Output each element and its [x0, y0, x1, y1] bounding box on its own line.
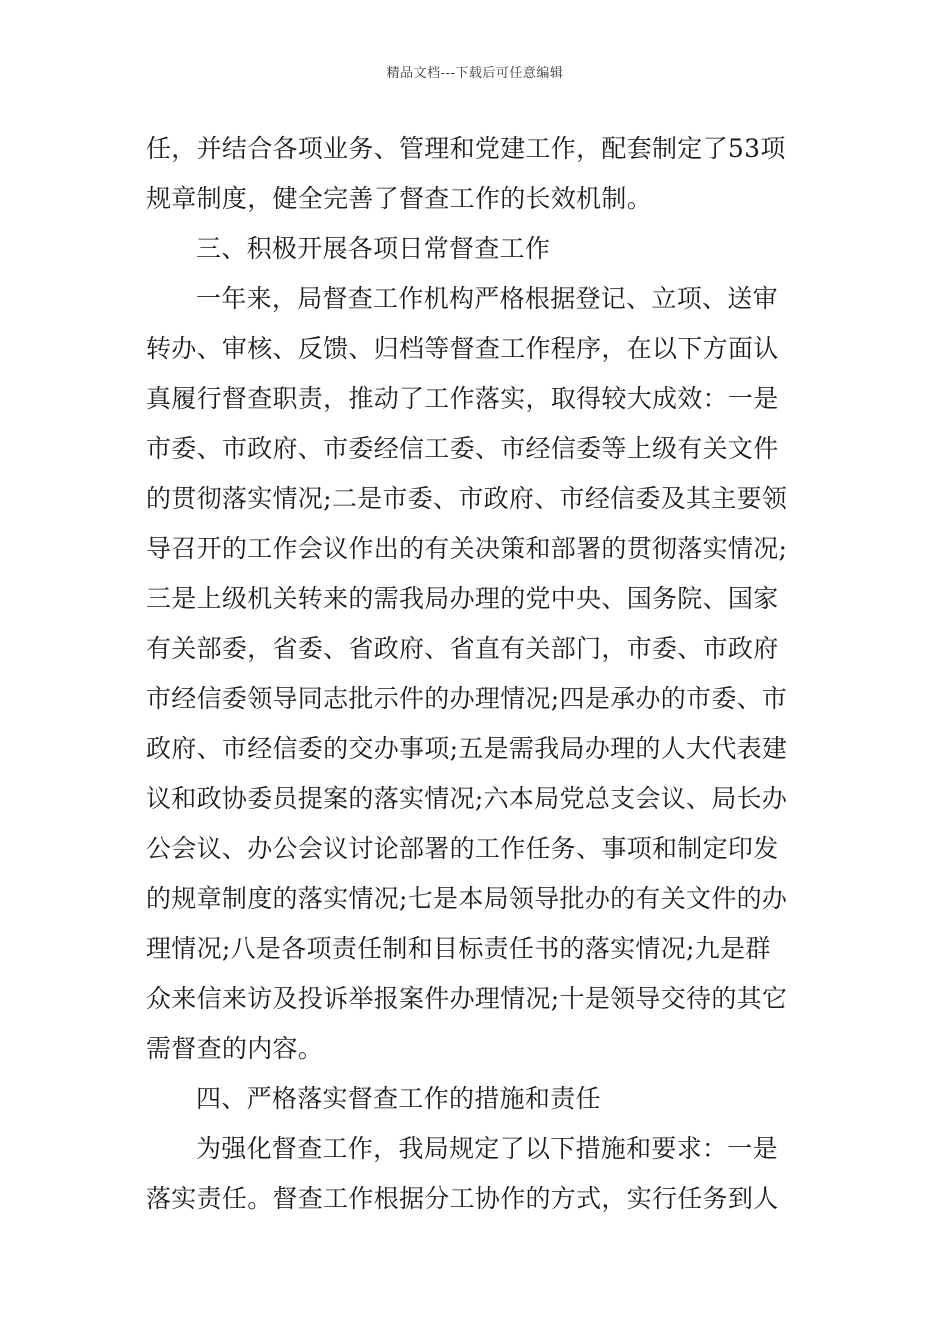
text-line: 为强化督查工作，我局规定了以下措施和要求：一是	[196, 1134, 778, 1163]
section-heading: 三、积极开展各项日常督查工作	[196, 234, 551, 263]
text-line: 任，并结合各项业务、管理和党建工作，配套制定了53项	[146, 134, 786, 163]
text-line: 有关部委，省委、省政府、省直有关部门，市委、市政府	[146, 634, 779, 663]
text-line: 市委、市政府、市委经信工委、市经信委等上级有关文件	[146, 434, 779, 463]
text-line: 议和政协委员提案的落实情况;六本局党总支会议、局长办	[146, 784, 788, 813]
text-line: 真履行督查职责，推动了工作落实，取得较大成效：一是	[146, 384, 779, 413]
text-line: 转办、审核、反馈、归档等督查工作程序，在以下方面认	[146, 334, 779, 363]
text-line: 政府、市经信委的交办事项;五是需我局办理的人大代表建	[146, 734, 788, 763]
section-heading: 四、严格落实督查工作的措施和责任	[196, 1084, 601, 1113]
text-line: 理情况;八是各项责任制和目标责任书的落实情况;九是群	[146, 934, 771, 963]
text-line: 的规章制度的落实情况;七是本局领导批办的有关文件的办	[146, 884, 788, 913]
text-line: 三是上级机关转来的需我局办理的党中央、国务院、国家	[146, 584, 779, 613]
text-line: 的贯彻落实情况;二是市委、市政府、市经信委及其主要领	[146, 484, 788, 513]
text-line: 市经信委领导同志批示件的办理情况;四是承办的市委、市	[146, 684, 788, 713]
text-line: 众来信来访及投诉举报案件办理情况;十是领导交待的其它	[146, 984, 788, 1013]
text-line: 导召开的工作会议作出的有关决策和部署的贯彻落实情况;	[146, 534, 788, 563]
text-line: 公会议、办公会议讨论部署的工作任务、事项和制定印发	[146, 834, 779, 863]
text-line: 落实责任。督查工作根据分工协作的方式，实行任务到人	[146, 1184, 779, 1213]
page-header: 精品文档---下载后可任意编辑	[386, 66, 564, 81]
text-line: 规章制度，健全完善了督查工作的长效机制。	[146, 184, 653, 213]
text-line: 一年来，局督查工作机构严格根据登记、立项、送审	[196, 284, 778, 313]
text-line: 需督查的内容。	[146, 1034, 324, 1063]
